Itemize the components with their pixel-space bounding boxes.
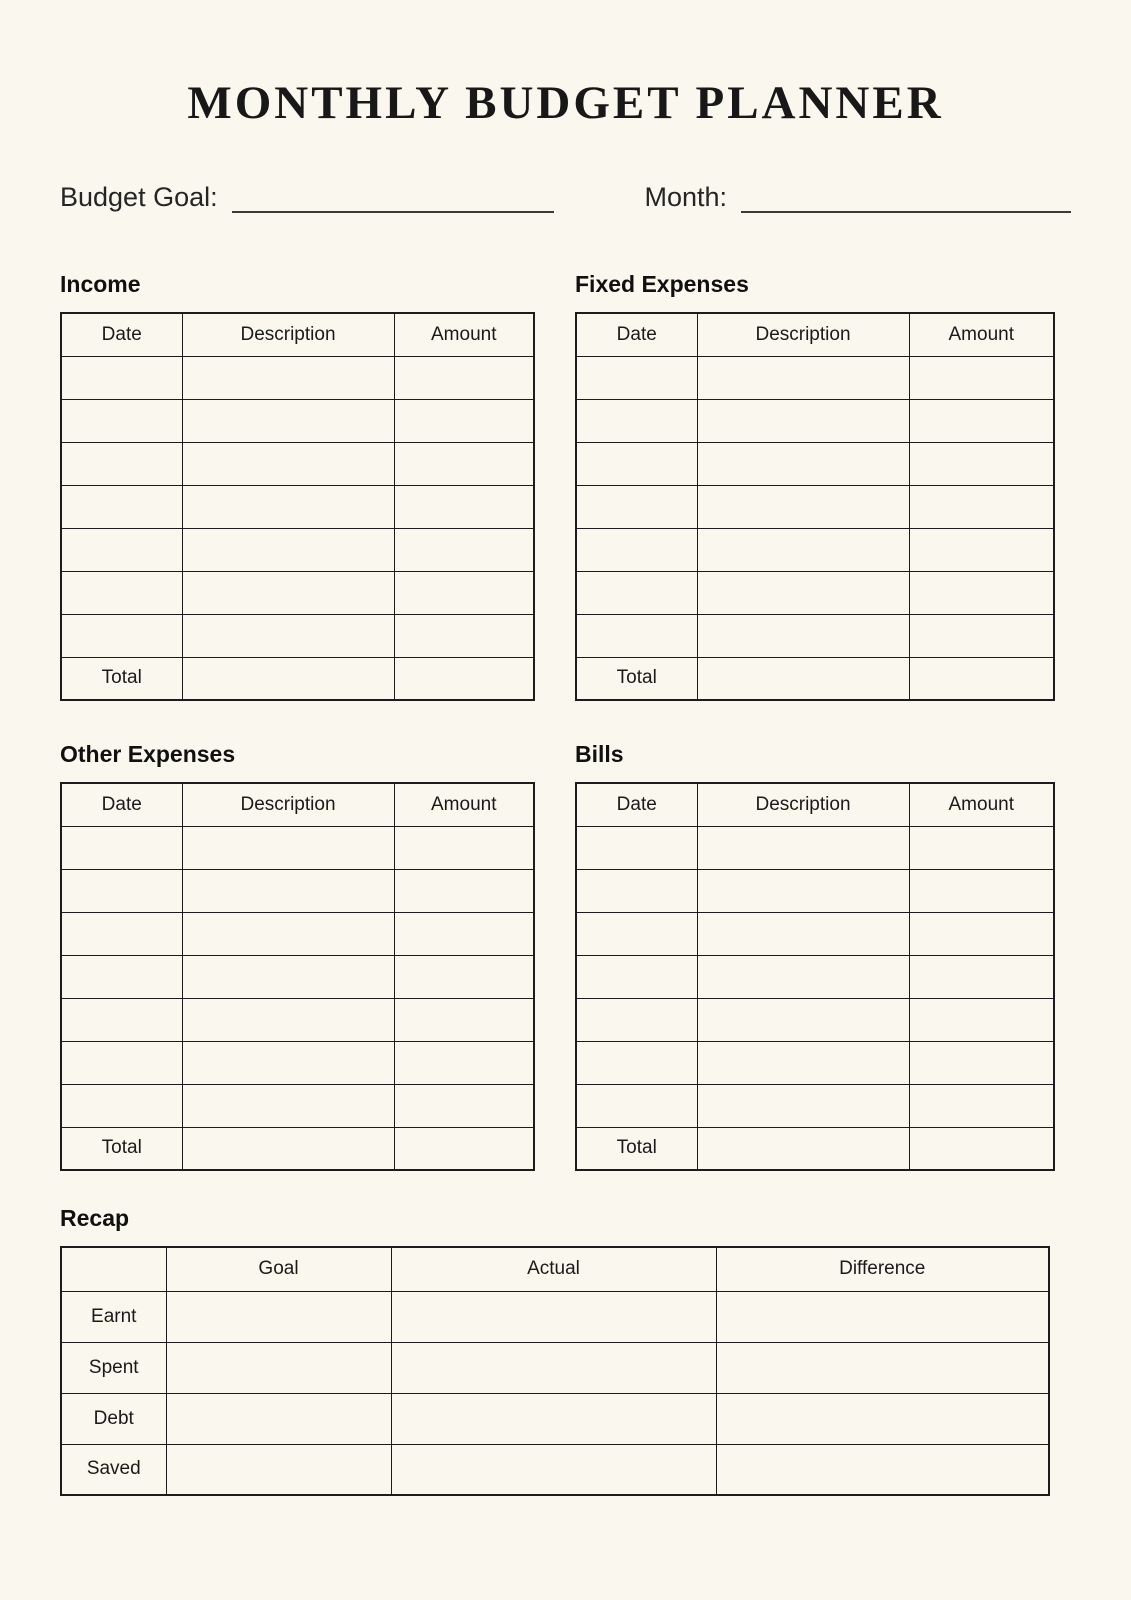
empty-cell — [182, 826, 394, 869]
income-header-amount: Amount — [394, 313, 534, 356]
recap-section — [60, 1205, 1071, 1496]
empty-cell — [182, 657, 394, 700]
empty-cell — [182, 399, 394, 442]
other-expenses-header-row — [61, 783, 534, 826]
empty-cell — [182, 614, 394, 657]
other-expenses-table — [60, 782, 535, 1171]
empty-cell — [909, 356, 1054, 399]
tables-grid — [60, 271, 1071, 1171]
table-row — [576, 998, 1054, 1041]
empty-cell — [394, 528, 534, 571]
empty-cell — [909, 1127, 1054, 1170]
bills-section — [575, 741, 1055, 1171]
recap-header-actual: Actual — [391, 1247, 716, 1291]
empty-cell — [394, 1041, 534, 1084]
bills-total-label: Total — [576, 1127, 697, 1170]
empty-cell — [697, 442, 909, 485]
empty-cell — [182, 1127, 394, 1170]
bills-header-date: Date — [576, 783, 697, 826]
empty-cell — [394, 869, 534, 912]
table-row — [576, 869, 1054, 912]
empty-cell — [182, 356, 394, 399]
other-expenses-section — [60, 741, 535, 1171]
table-row — [576, 614, 1054, 657]
empty-cell — [394, 826, 534, 869]
table-row — [61, 1084, 534, 1127]
empty-cell — [394, 657, 534, 700]
empty-cell — [576, 442, 697, 485]
empty-cell — [716, 1291, 1049, 1342]
empty-cell — [697, 1127, 909, 1170]
bills-table — [575, 782, 1055, 1171]
total-row — [576, 1127, 1054, 1170]
fixed-expenses-section-title: Fixed Expenses — [575, 271, 749, 298]
table-row — [576, 955, 1054, 998]
empty-cell — [394, 1084, 534, 1127]
empty-cell — [61, 485, 182, 528]
other-expenses-header-description: Description — [182, 783, 394, 826]
empty-cell — [576, 826, 697, 869]
income-section-title: Income — [60, 271, 141, 298]
recap-row-earnt — [61, 1291, 1049, 1342]
month-field — [644, 182, 1071, 213]
empty-cell — [697, 869, 909, 912]
empty-cell — [697, 485, 909, 528]
bills-section-title: Bills — [575, 741, 624, 768]
month-line — [741, 183, 1071, 213]
empty-cell — [697, 998, 909, 1041]
empty-cell — [909, 998, 1054, 1041]
empty-cell — [394, 955, 534, 998]
other-expenses-header-date: Date — [61, 783, 182, 826]
other-expenses-section-title: Other Expenses — [60, 741, 236, 768]
empty-cell — [391, 1342, 716, 1393]
table-row — [61, 571, 534, 614]
empty-cell — [909, 955, 1054, 998]
fixed-expenses-table — [575, 312, 1055, 701]
recap-table — [60, 1246, 1050, 1496]
empty-cell — [61, 1041, 182, 1084]
empty-cell — [61, 356, 182, 399]
empty-cell — [182, 442, 394, 485]
recap-row-label: Spent — [61, 1342, 166, 1393]
empty-cell — [61, 826, 182, 869]
table-row — [61, 826, 534, 869]
empty-cell — [394, 442, 534, 485]
empty-cell — [182, 912, 394, 955]
empty-cell — [576, 528, 697, 571]
table-row — [576, 826, 1054, 869]
fixed-expenses-header-row — [576, 313, 1054, 356]
empty-cell — [909, 657, 1054, 700]
recap-row-spent — [61, 1342, 1049, 1393]
fixed-expenses-section — [575, 271, 1055, 701]
table-row — [576, 485, 1054, 528]
empty-cell — [576, 571, 697, 614]
table-row — [61, 485, 534, 528]
empty-cell — [61, 442, 182, 485]
empty-cell — [61, 399, 182, 442]
empty-cell — [576, 356, 697, 399]
bills-header-description: Description — [697, 783, 909, 826]
empty-cell — [61, 998, 182, 1041]
other-expenses-total-label: Total — [61, 1127, 182, 1170]
empty-cell — [716, 1393, 1049, 1444]
empty-cell — [394, 998, 534, 1041]
income-header-date: Date — [61, 313, 182, 356]
recap-row-debt — [61, 1393, 1049, 1444]
empty-cell — [182, 571, 394, 614]
recap-row-label: Saved — [61, 1444, 166, 1495]
empty-cell — [394, 912, 534, 955]
empty-cell — [61, 869, 182, 912]
empty-cell — [182, 1041, 394, 1084]
empty-cell — [716, 1444, 1049, 1495]
empty-cell — [394, 485, 534, 528]
recap-header-row — [61, 1247, 1049, 1291]
empty-cell — [697, 356, 909, 399]
fixed-expenses-header-amount: Amount — [909, 313, 1054, 356]
table-row — [61, 912, 534, 955]
table-row — [576, 1041, 1054, 1084]
fixed-expenses-header-date: Date — [576, 313, 697, 356]
empty-cell — [697, 528, 909, 571]
empty-cell — [697, 1041, 909, 1084]
empty-cell — [61, 1084, 182, 1127]
empty-cell — [909, 399, 1054, 442]
empty-cell — [394, 614, 534, 657]
empty-cell — [394, 571, 534, 614]
empty-cell — [166, 1291, 391, 1342]
income-section — [60, 271, 535, 701]
table-row — [61, 442, 534, 485]
empty-cell — [182, 528, 394, 571]
recap-header-difference: Difference — [716, 1247, 1049, 1291]
empty-cell — [909, 528, 1054, 571]
empty-cell — [61, 528, 182, 571]
empty-cell — [394, 399, 534, 442]
recap-section-title: Recap — [60, 1205, 130, 1232]
empty-cell — [182, 869, 394, 912]
empty-cell — [909, 1041, 1054, 1084]
empty-cell — [909, 869, 1054, 912]
empty-cell — [697, 912, 909, 955]
empty-cell — [909, 614, 1054, 657]
empty-cell — [166, 1444, 391, 1495]
header-fields — [60, 182, 1071, 213]
empty-cell — [697, 955, 909, 998]
empty-cell — [697, 399, 909, 442]
empty-cell — [182, 1084, 394, 1127]
empty-cell — [697, 826, 909, 869]
table-row — [61, 399, 534, 442]
income-total-label: Total — [61, 657, 182, 700]
table-row — [61, 955, 534, 998]
empty-cell — [394, 1127, 534, 1170]
empty-cell — [182, 485, 394, 528]
empty-cell — [391, 1291, 716, 1342]
empty-cell — [909, 826, 1054, 869]
month-label: Month: — [644, 182, 727, 212]
empty-cell — [576, 1084, 697, 1127]
empty-cell — [394, 356, 534, 399]
empty-cell — [576, 998, 697, 1041]
table-row — [576, 442, 1054, 485]
empty-cell — [909, 571, 1054, 614]
empty-cell — [576, 485, 697, 528]
empty-cell — [576, 1041, 697, 1084]
empty-cell — [61, 614, 182, 657]
table-row — [576, 528, 1054, 571]
budget-goal-field — [60, 182, 554, 213]
total-row — [61, 657, 534, 700]
empty-cell — [182, 955, 394, 998]
table-row — [576, 356, 1054, 399]
bills-header-row — [576, 783, 1054, 826]
empty-cell — [697, 614, 909, 657]
income-header-row — [61, 313, 534, 356]
empty-cell — [182, 998, 394, 1041]
fixed-expenses-total-label: Total — [576, 657, 697, 700]
empty-cell — [61, 571, 182, 614]
empty-cell — [909, 485, 1054, 528]
income-header-description: Description — [182, 313, 394, 356]
total-row — [576, 657, 1054, 700]
empty-cell — [166, 1342, 391, 1393]
table-row — [61, 614, 534, 657]
empty-cell — [576, 869, 697, 912]
recap-row-label: Debt — [61, 1393, 166, 1444]
recap-row-label: Earnt — [61, 1291, 166, 1342]
table-row — [61, 869, 534, 912]
recap-header-goal: Goal — [166, 1247, 391, 1291]
fixed-expenses-header-description: Description — [697, 313, 909, 356]
table-row — [576, 912, 1054, 955]
empty-cell — [909, 442, 1054, 485]
empty-cell — [716, 1342, 1049, 1393]
empty-cell — [697, 1084, 909, 1127]
page-title: MONTHLY BUDGET PLANNER — [187, 77, 944, 129]
empty-cell — [391, 1444, 716, 1495]
table-row — [61, 356, 534, 399]
table-row — [61, 528, 534, 571]
total-row — [61, 1127, 534, 1170]
bills-header-amount: Amount — [909, 783, 1054, 826]
empty-cell — [61, 955, 182, 998]
empty-cell — [166, 1393, 391, 1444]
table-row — [61, 1041, 534, 1084]
empty-cell — [909, 912, 1054, 955]
recap-header-empty — [61, 1247, 166, 1291]
empty-cell — [391, 1393, 716, 1444]
table-row — [61, 998, 534, 1041]
empty-cell — [576, 955, 697, 998]
recap-row-saved — [61, 1444, 1049, 1495]
empty-cell — [576, 399, 697, 442]
table-row — [576, 1084, 1054, 1127]
empty-cell — [576, 614, 697, 657]
empty-cell — [576, 912, 697, 955]
empty-cell — [61, 912, 182, 955]
other-expenses-header-amount: Amount — [394, 783, 534, 826]
budget-goal-line — [232, 183, 554, 213]
table-row — [576, 399, 1054, 442]
table-row — [576, 571, 1054, 614]
empty-cell — [697, 657, 909, 700]
budget-goal-label: Budget Goal: — [60, 182, 218, 212]
empty-cell — [909, 1084, 1054, 1127]
income-table — [60, 312, 535, 701]
empty-cell — [697, 571, 909, 614]
